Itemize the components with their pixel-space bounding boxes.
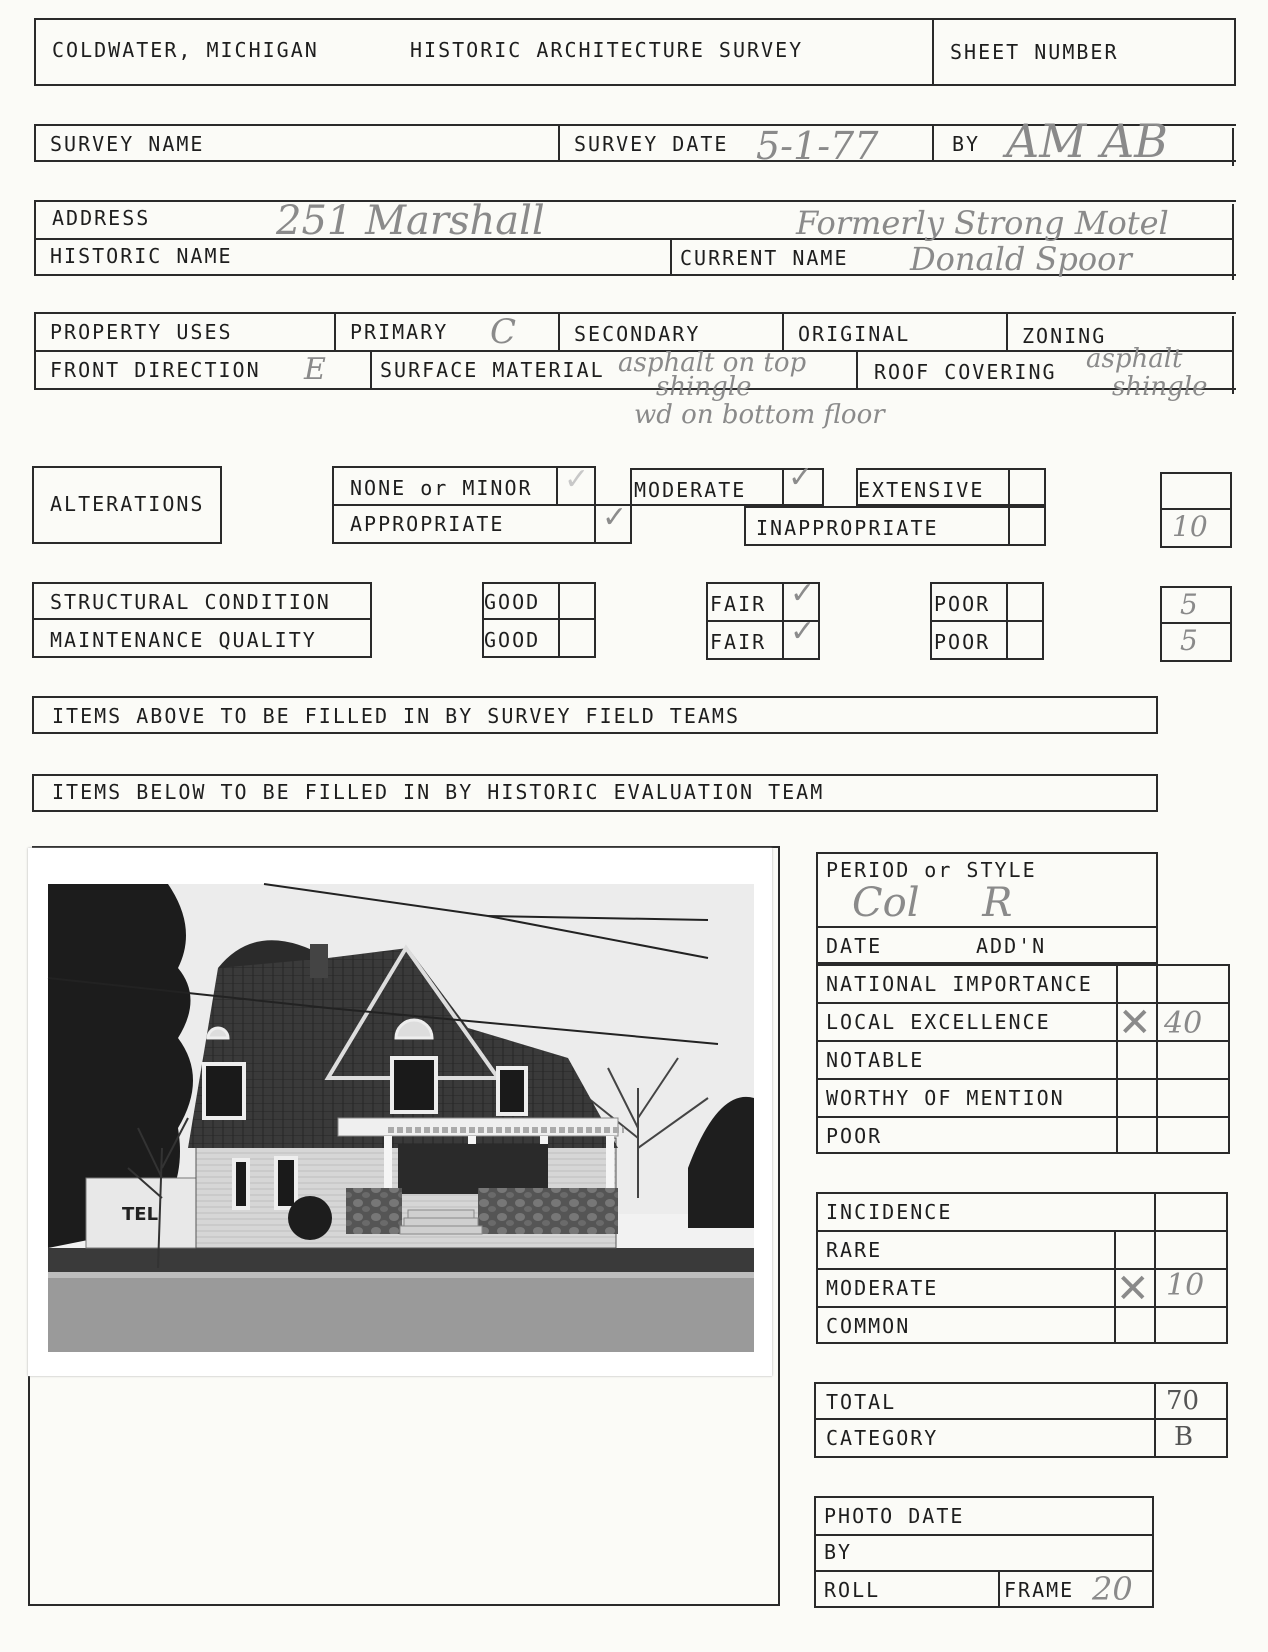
category-value: B <box>1174 1422 1194 1452</box>
importance-div-3 <box>816 1078 1230 1080</box>
moderate-incidence-label: MODERATE <box>826 1276 939 1300</box>
property-div-6 <box>856 350 858 390</box>
none-minor-check-div <box>556 466 558 506</box>
surface-material-label: SURFACE MATERIAL <box>380 358 605 382</box>
frame-value: 20 <box>1092 1570 1133 1608</box>
period-label: PERIOD or STYLE <box>826 858 1037 882</box>
roof-covering-label: ROOF COVERING <box>874 360 1057 384</box>
maintenance-quality-label: MAINTENANCE QUALITY <box>50 628 317 652</box>
fair-label-1: FAIR <box>710 592 767 616</box>
primary-label: PRIMARY <box>350 320 449 344</box>
alterations-score: 10 <box>1172 510 1208 543</box>
inappropriate-label: INAPPROPRIATE <box>756 516 939 540</box>
moderate-label: MODERATE <box>634 478 747 502</box>
property-div-1 <box>334 312 336 350</box>
address-right-edge <box>1232 204 1234 280</box>
good-label-2: GOOD <box>484 628 541 652</box>
period-divider <box>816 926 1158 928</box>
period-value: Col R <box>852 880 1013 926</box>
roof-covering-value-1: asphalt <box>1086 344 1183 374</box>
sheet-number-label: SHEET NUMBER <box>950 40 1119 64</box>
property-div-3 <box>782 312 784 350</box>
good-check-div <box>558 582 560 658</box>
photo-date-label: PHOTO DATE <box>824 1504 965 1528</box>
alterations-label: ALTERATIONS <box>50 492 205 516</box>
survey-by-value: AM AB <box>1006 114 1168 168</box>
incidence-col-2 <box>1154 1192 1156 1344</box>
property-uses-label: PROPERTY USES <box>50 320 233 344</box>
totals-col <box>1154 1382 1156 1458</box>
survey-title: HISTORIC ARCHITECTURE SURVEY <box>410 38 804 62</box>
moderate-incidence-score: 10 <box>1166 1268 1205 1303</box>
zoning-label: ZONING <box>1022 324 1107 348</box>
surface-material-value-3: wd on bottom floor <box>634 400 885 430</box>
appropriate-label: APPROPRIATE <box>350 512 505 536</box>
secondary-label: SECONDARY <box>574 322 701 346</box>
photo-by-label: BY <box>824 1540 853 1564</box>
original-label: ORIGINAL <box>798 322 911 346</box>
structural-condition-label: STRUCTURAL CONDITION <box>50 590 331 614</box>
survey-name-label: SURVEY NAME <box>50 132 205 156</box>
national-importance-label: NATIONAL IMPORTANCE <box>826 972 1093 996</box>
survey-divider-1 <box>558 124 560 162</box>
good-label-1: GOOD <box>484 590 541 614</box>
moderate-check-icon: ✓ <box>788 460 814 495</box>
frame-divider <box>998 1570 1000 1608</box>
survey-date-value: 5-1-77 <box>756 124 879 168</box>
importance-col-1 <box>1116 964 1118 1154</box>
formerly-note: Formerly Strong Motel <box>796 204 1169 242</box>
worthy-label: WORTHY OF MENTION <box>826 1086 1065 1110</box>
property-div-5 <box>370 350 372 390</box>
total-value: 70 <box>1166 1386 1200 1416</box>
front-direction-value: E <box>304 352 326 387</box>
frame-label: FRAME <box>1004 1578 1075 1602</box>
fair-label-2: FAIR <box>710 630 767 654</box>
poor-check-div <box>1006 582 1008 660</box>
survey-divider-2 <box>932 124 934 162</box>
category-label: CATEGORY <box>826 1426 939 1450</box>
moderate-incidence-x-mark: ✕ <box>1116 1266 1150 1312</box>
extensive-check-div <box>1008 468 1010 506</box>
addn-label: ADD'N <box>976 934 1047 958</box>
incidence-div-1 <box>816 1230 1228 1232</box>
none-minor-label: NONE or MINOR <box>350 476 533 500</box>
property-right-edge <box>1232 316 1234 394</box>
house-photograph <box>28 848 772 1376</box>
poor-label-1: POOR <box>934 592 991 616</box>
surface-material-value-2: shingle <box>656 372 752 402</box>
current-name-label: CURRENT NAME <box>680 246 849 270</box>
importance-div-4 <box>816 1116 1230 1118</box>
local-excellence-x-mark: ✕ <box>1118 1000 1152 1046</box>
current-name-divider <box>670 238 672 276</box>
front-direction-label: FRONT DIRECTION <box>50 358 261 382</box>
totals-divider <box>814 1418 1228 1420</box>
maintenance-score: 5 <box>1180 624 1198 657</box>
poor-label-2: POOR <box>934 630 991 654</box>
date-label: DATE <box>826 934 883 958</box>
current-name-value: Donald Spoor <box>910 240 1132 278</box>
address-label: ADDRESS <box>52 206 151 230</box>
primary-value: C <box>490 312 517 352</box>
lower-frame-right <box>778 846 780 1606</box>
above-note: ITEMS ABOVE TO BE FILLED IN BY SURVEY FIELD TEAMS <box>52 704 741 728</box>
house-photo-image <box>28 848 772 1376</box>
structural-score: 5 <box>1180 588 1198 621</box>
poor-divider <box>930 620 1044 622</box>
moderate-check-div <box>782 468 784 506</box>
survey-date-label: SURVEY DATE <box>574 132 729 156</box>
condition-label-divider <box>32 618 372 620</box>
fair-maintenance-check-icon: ✓ <box>790 614 816 649</box>
property-div-4 <box>1006 312 1008 350</box>
notable-label: NOTABLE <box>826 1048 925 1072</box>
surface-material-value-1: asphalt on top <box>618 348 807 378</box>
common-label: COMMON <box>826 1314 911 1338</box>
above-note-right-edge <box>1156 696 1158 734</box>
inappropriate-check-div <box>1008 506 1010 546</box>
survey-by-label: BY <box>952 132 981 156</box>
incidence-label: INCIDENCE <box>826 1200 953 1224</box>
importance-col-2 <box>1156 964 1158 1154</box>
property-div-2 <box>558 312 560 350</box>
incidence-div-3 <box>816 1306 1228 1308</box>
below-note-right-edge <box>1156 774 1158 812</box>
roof-covering-value-2: shingle <box>1112 372 1208 402</box>
none-minor-check-icon: ✓ <box>564 462 590 497</box>
photo-info-div-1 <box>814 1534 1154 1536</box>
fair-check-div <box>782 582 784 660</box>
city-label: COLDWATER, MICHIGAN <box>52 38 319 62</box>
historic-name-label: HISTORIC NAME <box>50 244 233 268</box>
total-label: TOTAL <box>826 1390 897 1414</box>
lower-frame-bottom <box>28 1604 780 1606</box>
survey-right-edge <box>1232 128 1234 166</box>
below-note: ITEMS BELOW TO BE FILLED IN BY HISTORIC EVALUATION TEAM <box>52 780 825 804</box>
importance-div-1 <box>816 1002 1230 1004</box>
fair-structural-check-icon: ✓ <box>790 576 816 611</box>
lower-frame-left <box>28 1360 30 1606</box>
motel-sign-text: TEL <box>122 1204 159 1225</box>
roll-label: ROLL <box>824 1578 881 1602</box>
appropriate-check-icon: ✓ <box>602 500 628 535</box>
good-divider <box>482 618 596 620</box>
extensive-label: EXTENSIVE <box>858 478 985 502</box>
poor-eval-label: POOR <box>826 1124 883 1148</box>
header-divider <box>932 18 934 86</box>
local-excellence-score: 40 <box>1164 1006 1203 1041</box>
local-excellence-label: LOCAL EXCELLENCE <box>826 1010 1051 1034</box>
address-value: 251 Marshall <box>276 198 545 244</box>
rare-label: RARE <box>826 1238 883 1262</box>
appropriate-check-div <box>594 504 596 544</box>
